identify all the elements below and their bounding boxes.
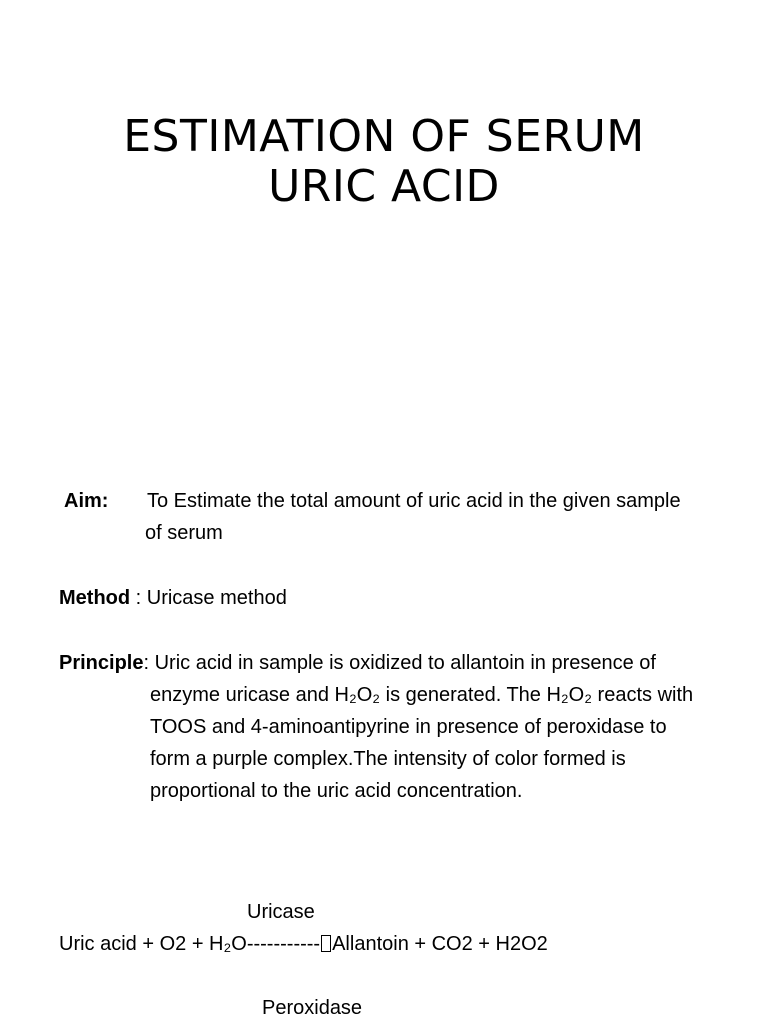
principle-line-4: form a purple complex.The intensity of color formed is [150,748,626,770]
reaction-1-reactants: Uric acid + O2 + H₂O----------- [59,933,321,955]
title-line-1: ESTIMATION OF SERUM [123,111,645,162]
title-line-2: URIC ACID [268,161,500,212]
principle-line-1: : Uric acid in sample is oxidized to allantoin in presence of [143,652,656,674]
aim-text-line-1: To Estimate the total amount of uric acid in the given sample [147,490,681,512]
reaction-2-enzyme-label: Peroxidase [262,997,363,1019]
method-paragraph [59,582,287,614]
arrow-placeholder-icon [321,935,331,952]
principle-label: Principle [59,652,144,674]
principle-line-5: proportional to the uric acid concentration. [150,780,523,802]
reaction-1-products: Allantoin + CO2 + H2O2 [332,933,548,955]
principle-paragraph [59,647,656,679]
method-label: Method [59,587,131,609]
document-title [0,112,768,212]
principle-line-3: TOOS and 4-aminoantipyrine in presence of peroxidase to [150,716,667,738]
aim-label: Aim: [64,490,109,512]
aim-text-line-2: of serum [145,522,223,544]
principle-line-2: enzyme uricase and H₂O₂ is generated. The H₂O₂ reacts with [150,684,694,706]
method-text: : Uricase method [130,587,287,609]
reaction-1-enzyme-label: Uricase [247,901,315,923]
reaction-1-equation [59,928,548,960]
